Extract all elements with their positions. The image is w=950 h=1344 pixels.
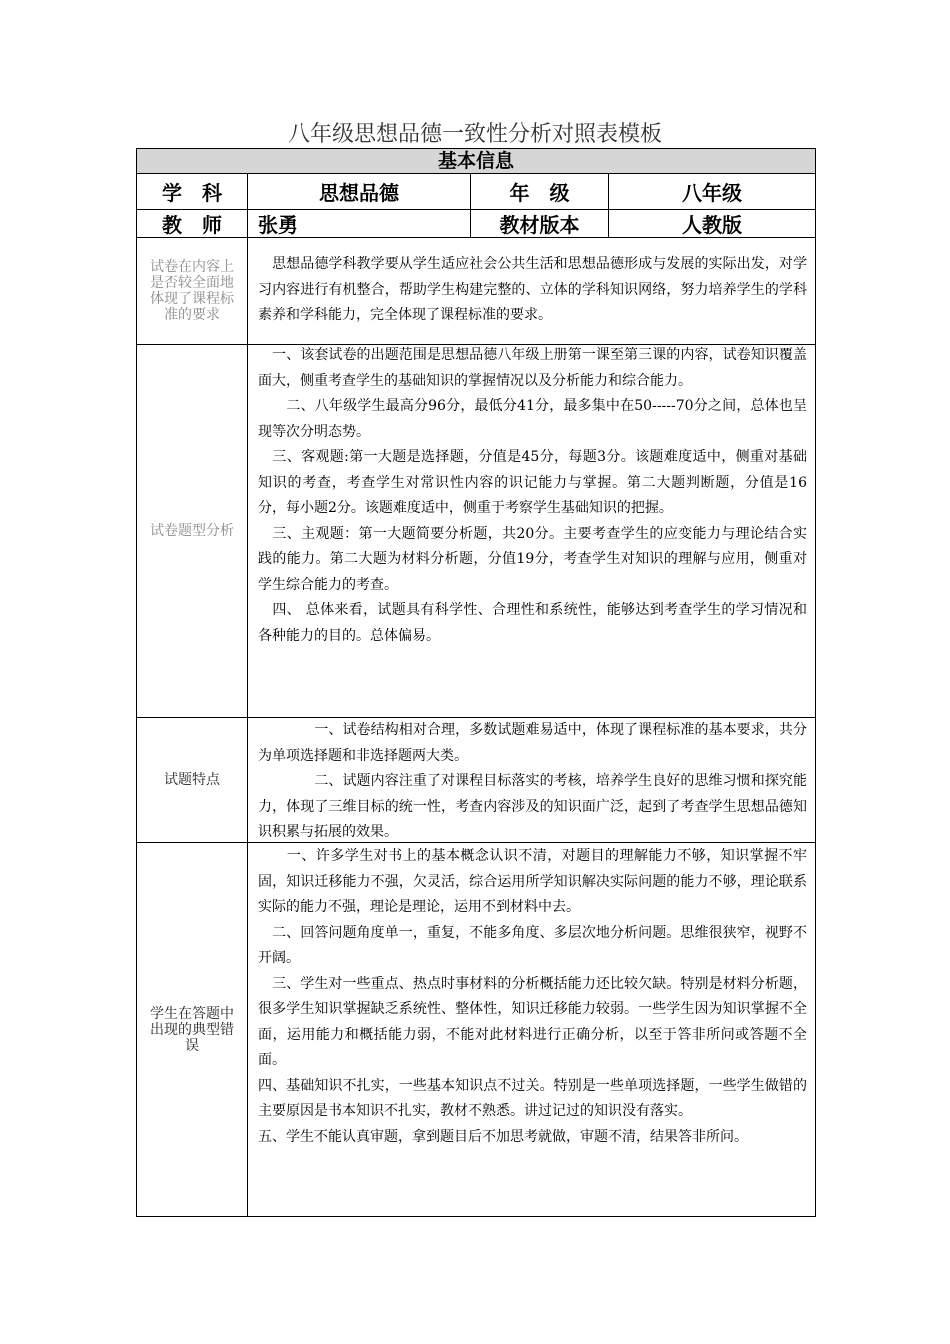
page-title: 八年级思想品德一致性分析对照表模板: [287, 122, 662, 147]
section-content-curriculum: [248, 252, 815, 344]
section-content-question-types: [248, 343, 815, 717]
paragraph: 四、 总体来看，试题具有科学性、合理性和系统性，能够达到考查学生的学习情况和各种能力的目的。总体偏易。: [258, 602, 807, 644]
paragraph: 五、学生不能认真审题，拿到题目后不加思考就做，审题不清，结果答非所问。: [258, 1128, 748, 1145]
analysis-table: [136, 148, 816, 1217]
paragraph: 二、试题内容注重了对课程目标落实的考核，培养学生良好的思维习惯和探究能力，体现了三维目标的统一性，考查内容涉及的知识面广泛，起到了考查学生思想品德知识积累与拓展的效果。: [258, 773, 807, 840]
paragraph: 二、八年级学生最高分96分，最低分41分，最多集中在50-----70分之间，总体也呈现等次分明态势。: [258, 398, 807, 440]
column-divider: [608, 174, 609, 237]
paragraph: 三、主观题：第一大题简要分析题，共20分。主要考查学生的应变能力与理论结合实践的能力。第二大题为材料分析题，分值19分，考查学生对知识的理解与应用，侧重对学生综合能力的考查。: [258, 525, 807, 593]
paragraph: 三、客观题:第一大题是选择题，分值是45分，每题3分。该题难度适中，侧重对基础知识的考查，考查学生对常识性内容的识记能力与掌握。第二大题判断题，分值是16分，每小题2分。该题难度适中，侧重于考察学生基础知识的把握。: [258, 449, 807, 516]
paragraph: 一、试卷结构相对合理，多数试题难易适中，体现了课程标准的基本要求，共分为单项选择题和非选择题两大类。: [258, 722, 807, 764]
column-divider: [247, 238, 248, 1216]
subject-value: 思想品德: [319, 181, 399, 205]
paragraph: 三、学生对一些重点、热点时事材料的分析概括能力还比较欠缺。特别是材料分析题，很多学生知识掌握缺乏系统性、整体性，知识迁移能力较弱。一些学生因为知识掌握不全面，运用能力和概括能力弱，不能对此材料进行正确分析，以至于答非所问或答题不全面。: [258, 975, 807, 1068]
grade-value: 八年级: [682, 181, 742, 205]
section-content-typical-errors: [248, 844, 815, 1216]
section-label-curriculum: 试卷在内容上是否较全面地体现了课程标准的要求: [150, 259, 234, 323]
teacher-value: 张勇: [258, 213, 298, 237]
section-label-typical-errors: 学生在答题中出现的典型错误: [150, 1005, 234, 1054]
paragraph: 一、许多学生对书上的基本概念认识不清，对题目的理解能力不够，知识掌握不牢固，知识迁移能力不强，欠灵活，综合运用所学知识解决实际问题的能力不够，理论联系实际的能力不强，理论是理论，运用不到材料中去。: [258, 848, 807, 915]
edition-value: 人教版: [682, 213, 742, 237]
section-label-question-types: 试卷题型分析: [150, 523, 234, 539]
section-header: 基本信息: [137, 149, 815, 173]
paragraph: 一、该套试卷的出题范围是思想品德八年级上册第一课至第三课的内容，试卷知识覆盖面大，侧重考查学生的基础知识的掌握情况以及分析能力和综合能力。: [258, 347, 807, 389]
section-label-features: 试题特点: [164, 772, 220, 788]
paragraph: 四、基础知识不扎实，一些基本知识点不过关。特别是一些单项选择题，一些学生做错的主要原因是书本知识不扎实，教材不熟悉。讲过记过的知识没有落实。: [258, 1077, 807, 1119]
column-divider: [247, 174, 248, 237]
section-content-features: [248, 718, 815, 842]
teacher-label: 教 师: [162, 213, 222, 237]
paragraph: 二、回答问题角度单一，重复，不能多角度、多层次地分析问题。思维很狭窄，视野不开阔。: [258, 924, 807, 966]
paragraph: 思想品德学科教学要从学生适应社会公共生活和思想品德形成与发展的实际出发，对学习内容进行有机整合，帮助学生构建完整的、立体的学科知识网络，努力培养学生的学科素养和学科能力，完全体现了课程标准的要求。: [258, 256, 807, 323]
subject-label: 学 科: [162, 181, 222, 205]
grade-label: 年 级: [509, 181, 570, 205]
edition-label: 教材版本: [499, 213, 580, 237]
column-divider: [470, 174, 471, 237]
